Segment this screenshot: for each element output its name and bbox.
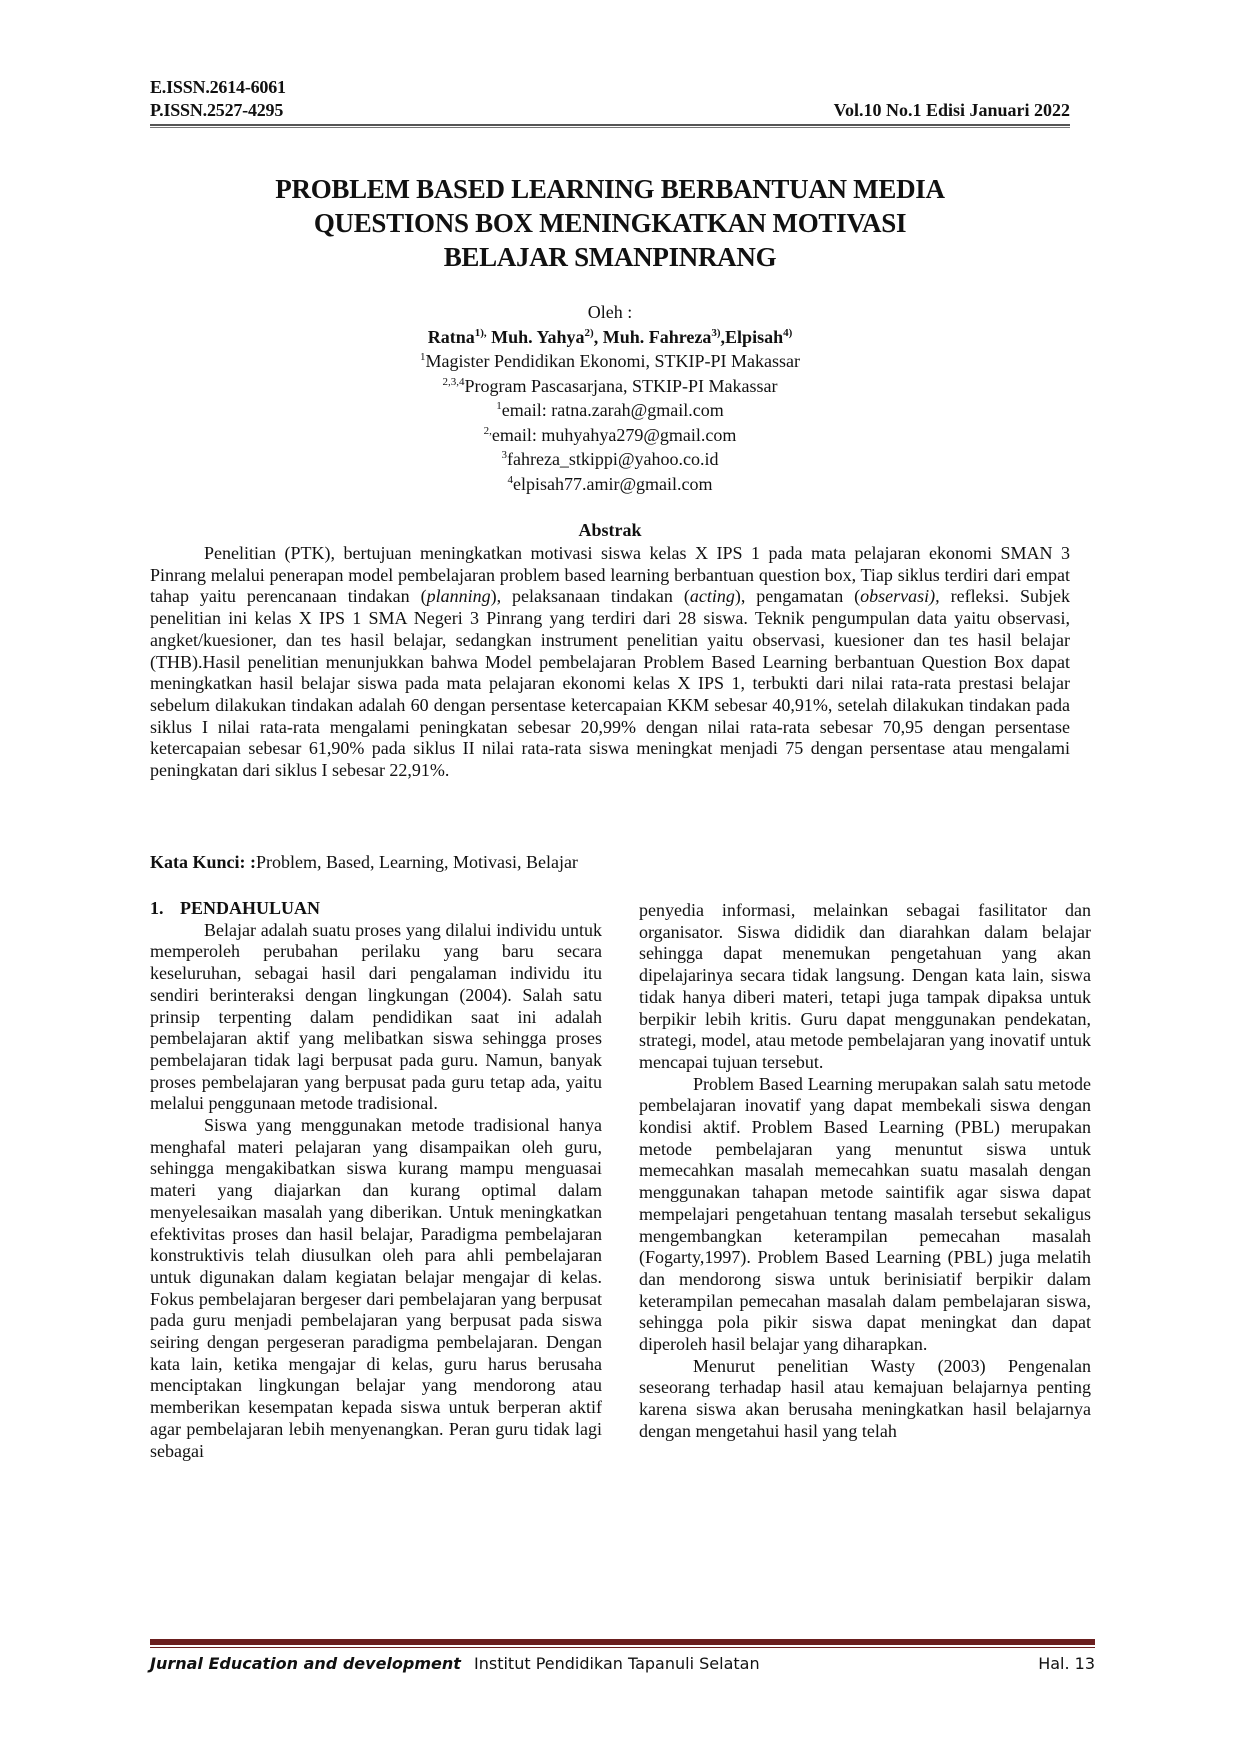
journal-name: Jurnal Education and development: [150, 1654, 461, 1673]
abstract-text: refleksi. Subjek penelitian ini kelas X IPS 1 SMA Negeri 3 Pinrang yang terdiri dari 28 siswa. Teknik pengumpulan data yaitu observasi, angket/kuesioner, dan tes hasil belajar, sedangkan instrument penelitian yaitu observasi, kuesioner dan tes hasil belajar (THB).Hasil penelitian menunjukkan bahwa Model pembelajaran Problem Based Learning berbantuan Question Box dapat meningkatkan hasil belajar siswa pada mata pelajaran ekonomi kelas X IPS 1, terbukti dari nilai rata-rata prestasi belajar sebelum dilakukan tindakan adalah 60 dengan persentase ketercapaian KKM sebesar 40,91%, setelah dilakukan tindakan pada siklus I nilai rata-rata mengalami peningkatan sebesar 20,99% dengan nilai rata-rata sebesar 70,95 dengan persentase ketercapaian sebesar 61,90% pada siklus II nilai rata-rata siswa meningkat menjadi 75 dengan persentase atau mengalami peningkatan dari siklus I sebesar 22,91%.: [150, 586, 1070, 781]
volume-info: Vol.10 No.1 Edisi Januari 2022: [833, 100, 1070, 120]
email[interactable]: [150, 472, 1070, 497]
author-name: ,Elpisah: [720, 326, 784, 347]
abstract-italic: planning: [426, 586, 491, 607]
email[interactable]: [150, 447, 1070, 472]
body-paragraph: Siswa yang menggunakan metode tradisional hanya menghafal materi pelajaran yang disampaikan oleh guru, sehingga mengakibatkan siswa kurang mampu menguasai materi yang diajarkan dan kurang optimal dalam menyelesaikan masalah yang diberikan. Untuk meningkatkan efektivitas proses dan hasil belajar, Paradigma pembelajaran konstruktivis telah diusulkan oleh para ahli pembelajaran untuk digunakan dalam kegiatan belajar mengajar di kelas. Fokus pembelajaran bergeser dari pembelajaran yang berpusat pada guru menjadi pembelajaran yang berpusat pada siswa seiring dengan pergeseran paradigma pembelajaran. Dengan kata lain, ketika mengajar di kelas, guru harus berusaha menciptakan lingkungan belajar yang mendorong atau memberikan kesempatan kepada siswa untuk berperan aktif agar pembelajaran lebih menyenangkan. Peran guru tidak lagi sebagai: [150, 1115, 602, 1461]
keywords-value: Problem, Based, Learning, Motivasi, Belajar: [256, 852, 578, 872]
body-paragraph: penyedia informasi, melainkan sebagai fasilitator dan organisator. Siswa dididik dan diarahkan dalam belajar sehingga dapat menemukan pengetahuan yang akan dipelajarinya secara tidak langsung. Dengan kata lain, siswa tidak hanya diberi materi, tetapi juga tampak dipaksa untuk berpikir lebih kritis. Guru dapat menggunakan pendekatan, strategi, model, atau metode pembelajaran yang inovatif untuk mencapai tujuan tersebut.: [639, 900, 1091, 1072]
section-heading: [150, 898, 602, 920]
author-sup: 1),: [474, 326, 487, 339]
email-text[interactable]: email: ratna.zarah@gmail.com: [501, 400, 724, 420]
body-paragraph: Menurut penelitian Wasty (2003) Pengenalan seseorang terhadap hasil atau kemajuan belajarnya penting karena siswa akan berusaha meningkatkan hasil belajarnya dengan mengetahui hasil yang telah: [639, 1355, 1091, 1441]
email[interactable]: [150, 423, 1070, 448]
email-text[interactable]: email: muhyahya279@gmail.com: [491, 424, 737, 445]
affiliation-sup: 1: [420, 351, 426, 363]
abstract-text: ), pelaksanaan tindakan (: [490, 586, 690, 607]
keywords: [150, 852, 1070, 873]
email[interactable]: [150, 398, 1070, 423]
title-line: QUESTIONS BOX MENINGKATKAN MOTIVASI: [313, 208, 907, 238]
author-sup: 2): [584, 326, 594, 339]
affiliation: [150, 374, 1070, 399]
institution-name: Institut Pendidikan Tapanuli Selatan: [474, 1654, 760, 1673]
email-sup: 2,: [483, 424, 492, 437]
title-line: BELAJAR SMANPINRANG: [443, 242, 777, 272]
affiliation-sup: 2,3,4: [442, 375, 465, 388]
eissn: E.ISSN.2614-6061: [150, 77, 286, 97]
affiliation-text: Magister Pendidikan Ekonomi, STKIP-PI Makassar: [425, 351, 800, 371]
header-divider: [150, 124, 1070, 128]
email-sup: 1: [496, 400, 502, 412]
abstract-text: Penelitian (PTK), bertujuan meningkatkan motivasi siswa kelas X IPS 1 pada mata pelajaran ekonomi SMAN 3 Pinrang melalui penerapan model pembelajaran problem based learning berbantuan question box, Tiap siklus terdiri dari empat tahap yaitu perencanaan tindakan (: [150, 543, 1070, 607]
author-block: [150, 300, 1070, 496]
affiliation: [150, 349, 1070, 374]
author-names: [150, 325, 1070, 350]
abstract-italic: acting: [689, 586, 735, 607]
email-text[interactable]: fahreza_stkippi@yahoo.co.id: [506, 449, 719, 469]
abstract-text: ), pengamatan (: [734, 586, 861, 607]
author-name: Muh. Yahya: [486, 326, 585, 347]
body-paragraph: Problem Based Learning merupakan salah satu metode pembelajaran inovatif yang dapat membekali siswa dengan kondisi aktif. Problem Based Learning (PBL) merupakan metode pembelajaran yang menuntut siswa untuk memecahkan masalah memecahkan suatu masalah dengan menggunakan tahapan metode saintifik agar siswa dapat mempelajari pengetahuan tentang masalah tersebut sekaligus mengembangkan keterampilan pemecahan masalah (Fogarty,1997). Problem Based Learning (PBL) juga melatih dan mendorong siswa untuk berinisiatif berpikir dalam keterampilan pemecahan masalah dalam pembelajaran siswa, sehingga pola pikir siswa dapat meningkat dan dapat diperoleh hasil belajar yang diharapkan.: [639, 1073, 1091, 1355]
author-sup: 3): [711, 326, 721, 339]
abstract-heading: Abstrak: [578, 520, 642, 540]
keywords-label: Kata Kunci: :: [150, 852, 256, 872]
email-sup: 4: [507, 473, 513, 486]
journal-footer: [150, 1653, 1095, 1675]
right-column: [639, 900, 1091, 1443]
paper-title: [150, 172, 1070, 274]
footer-divider: [150, 1639, 1095, 1645]
author-sup: 4): [783, 326, 793, 339]
abstract-italic: observasi),: [860, 586, 940, 607]
email-text[interactable]: elpisah77.amir@gmail.com: [512, 473, 713, 494]
by-label: Oleh :: [587, 302, 633, 322]
email-sup: 3: [501, 449, 507, 461]
author-name: , Muh. Fahreza: [593, 326, 712, 347]
section-number: 1.: [150, 898, 164, 918]
pissn: P.ISSN.2527-4295: [150, 100, 284, 120]
author-name: Ratna: [427, 326, 475, 347]
abstract-paragraph: [150, 543, 1070, 782]
left-column: [150, 898, 602, 1462]
journal-header: [150, 76, 1070, 122]
page-number: Hal. 13: [1038, 1654, 1095, 1673]
affiliation-text: Program Pascasarjana, STKIP-PI Makassar: [464, 375, 778, 396]
title-line: PROBLEM BASED LEARNING BERBANTUAN MEDIA: [275, 174, 945, 204]
abstract-body: [150, 543, 1070, 782]
footer-divider-thin: [150, 1647, 1095, 1648]
body-paragraph: Belajar adalah suatu proses yang dilalui individu untuk memperoleh perubahan perilaku yang baru secara keseluruhan, sebagai hasil dari pengalaman individu itu sendiri berinteraksi dengan lingkungan (2004). Salah satu prinsip terpenting dalam pendidikan saat ini adalah pembelajaran aktif yang melibatkan siswa sehingga proses pembelajaran tidak lagi berpusat pada guru. Namun, banyak proses pembelajaran yang berpusat pada guru tetap ada, yaitu melalui penggunaan metode tradisional.: [150, 919, 602, 1114]
section-title: PENDAHULUAN: [180, 898, 321, 918]
